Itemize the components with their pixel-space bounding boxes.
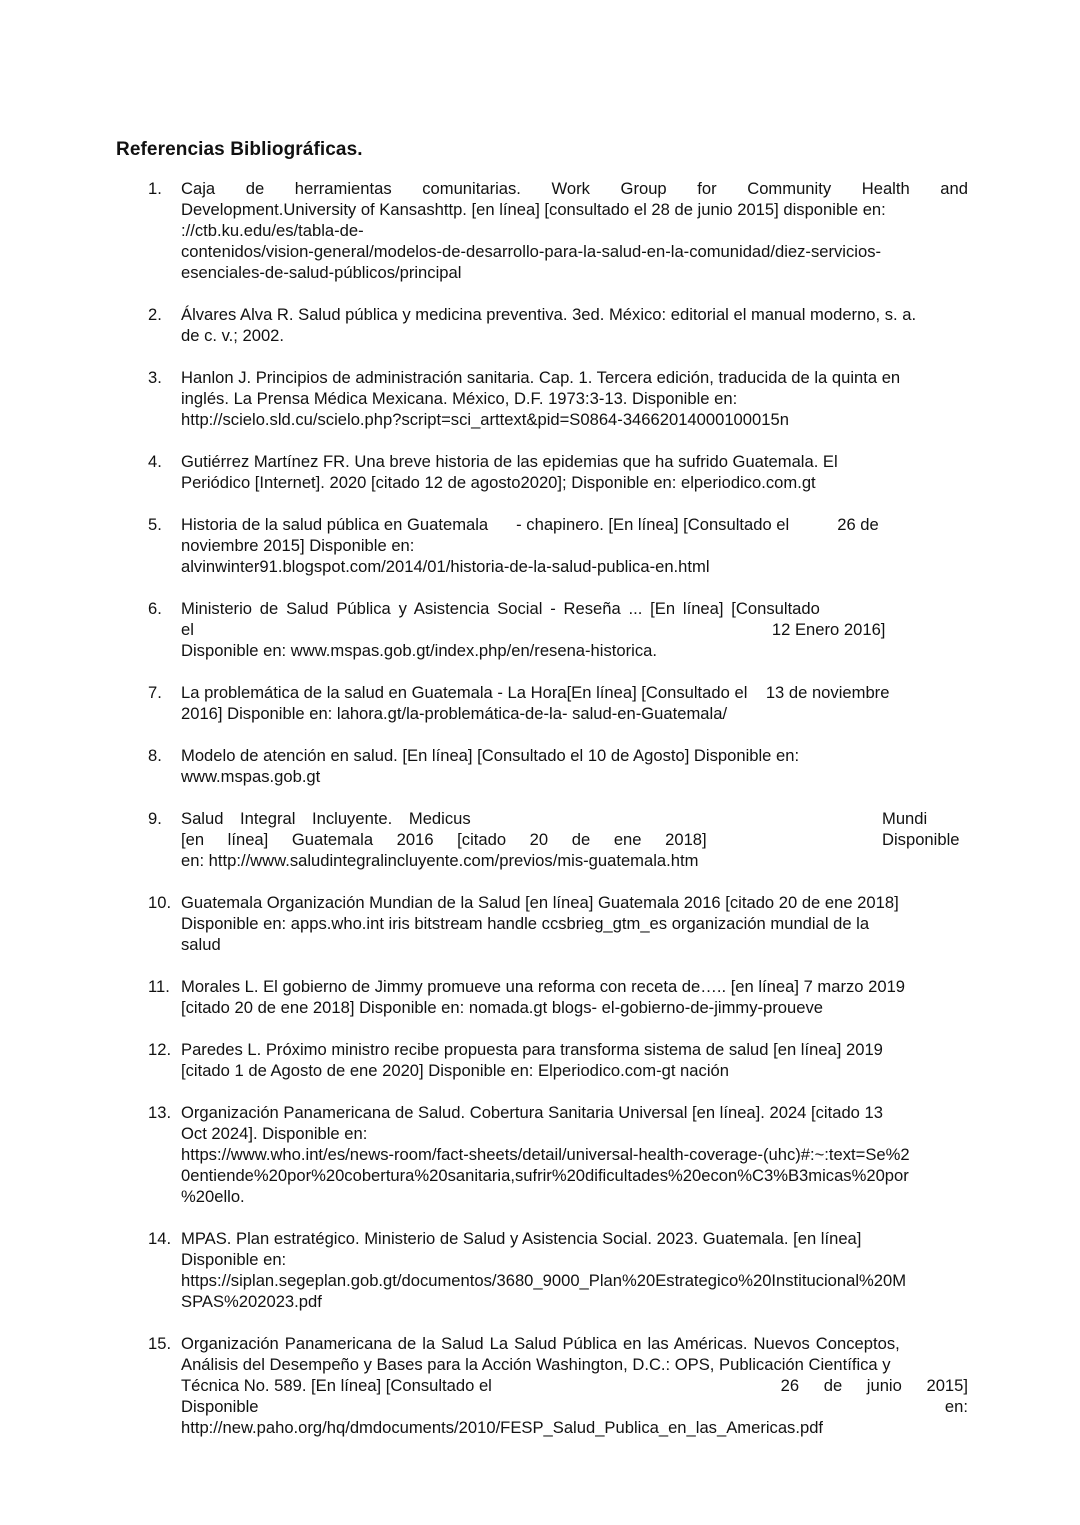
- reference-number: 15.: [148, 1334, 172, 1353]
- reference-text: [181, 745, 968, 787]
- reference-item-13: [0, 1102, 968, 1207]
- reference-word: and: [940, 179, 968, 198]
- reference-link: https://siplan.segeplan.gob.gt/documentos/3680_9000_Plan%20Estrategico%20Institucional%20M: [181, 1271, 907, 1290]
- reference-number: 1.: [148, 179, 162, 198]
- reference-line: [181, 514, 968, 535]
- references-heading: Referencias Bibliográficas.: [116, 139, 363, 160]
- reference-item-3: [0, 367, 968, 430]
- reference-text: [181, 178, 968, 283]
- reference-line: Modelo de atención en salud. [En línea] [Consultado el 10 de Agosto] Disponible en:: [181, 746, 800, 765]
- reference-item-8: [0, 745, 968, 787]
- reference-line: [181, 619, 968, 640]
- reference-word: Caja: [181, 179, 216, 198]
- reference-item-7: [0, 682, 968, 724]
- reference-text: [181, 1102, 968, 1207]
- reference-number: 4.: [148, 452, 162, 471]
- reference-number: 7.: [148, 683, 162, 702]
- reference-text: [181, 808, 968, 871]
- reference-link: esenciales-de-salud-públicos/principal: [181, 263, 462, 282]
- reference-text: [181, 976, 968, 1018]
- reference-number: 9.: [148, 809, 162, 828]
- reference-line: [citado 1 de Agosto de ene 2020] Disponible en: Elperiodico.com-gt nación: [181, 1061, 729, 1080]
- reference-number: 14.: [148, 1229, 172, 1248]
- reference-number: 11.: [148, 977, 170, 996]
- reference-number: 8.: [148, 746, 162, 765]
- reference-line: inglés. La Prensa Médica Mexicana. México, D.F. 1973:3-13. Disponible en:: [181, 389, 738, 408]
- reference-number: 3.: [148, 368, 162, 387]
- reference-segment: el: [181, 620, 194, 639]
- reference-text: [181, 598, 968, 661]
- reference-line: Development.University of Kansashttp. [en línea] [consultado el 28 de junio 2015] disponible en:: [181, 200, 886, 219]
- reference-link: Disponible en: www.mspas.gob.gt/index.php/en/resena-historica.: [181, 641, 657, 660]
- reference-segment: 26 de junio 2015]: [780, 1376, 968, 1395]
- reference-line: [181, 1396, 968, 1417]
- reference-line: Análisis del Desempeño y Bases para la Acción Washington, D.C.: OPS, Publicación Científica y: [181, 1355, 891, 1374]
- reference-link: contenidos/vision-general/modelos-de-desarrollo-para-la-salud-en-la-comunidad/diez-servicios-: [181, 242, 882, 261]
- reference-item-4: [0, 451, 968, 493]
- reference-link: http://new.paho.org/hq/dmdocuments/2010/FESP_Salud_Publica_en_las_Americas.pdf: [181, 1418, 824, 1437]
- reference-segment: 26 de: [837, 515, 879, 534]
- reference-segment: Disponible: [181, 1397, 259, 1416]
- reference-text: [181, 367, 968, 430]
- reference-line: salud: [181, 935, 221, 954]
- reference-text: [181, 304, 968, 346]
- reference-segment: Historia de la salud pública en Guatemala: [181, 515, 489, 534]
- reference-line: Gutiérrez Martínez FR. Una breve historia de las epidemias que ha sufrido Guatemala. El: [181, 452, 838, 471]
- reference-line: Disponible en:: [181, 1250, 287, 1269]
- reference-line: [181, 808, 968, 829]
- reference-segment: 12 Enero 2016]: [771, 620, 886, 639]
- reference-text: [181, 892, 968, 955]
- reference-word: de: [245, 179, 265, 198]
- reference-line: Oct 2024]. Disponible en:: [181, 1124, 368, 1143]
- reference-word: Group: [620, 179, 667, 198]
- reference-line: [citado 20 de ene 2018] Disponible en: nomada.gt blogs- el-gobierno-de-jimmy-proueve: [181, 998, 824, 1017]
- reference-link: ://ctb.ku.edu/es/tabla-de-: [181, 221, 364, 240]
- reference-word: herramientas: [294, 179, 392, 198]
- reference-link: alvinwinter91.blogspot.com/2014/01/historia-de-la-salud-publica-en.html: [181, 557, 710, 576]
- reference-word: Health: [861, 179, 910, 198]
- reference-line: Álvares Alva R. Salud pública y medicina preventiva. 3ed. México: editorial el manual moderno, s. a.: [181, 305, 917, 324]
- reference-item-12: [0, 1039, 968, 1081]
- reference-line: Disponible en: apps.who.int iris bitstream handle ccsbrieg_gtm_es organización mundial de la: [181, 914, 870, 933]
- reference-link: SPAS%202023.pdf: [181, 1292, 322, 1311]
- reference-item-15: [0, 1333, 968, 1438]
- references-list: [0, 178, 1080, 1459]
- reference-text: [181, 514, 968, 577]
- reference-segment: en:: [944, 1397, 968, 1416]
- reference-line: Paredes L. Próximo ministro recibe propuesta para transforma sistema de salud [en línea] 2019: [181, 1040, 883, 1059]
- reference-link: https://www.who.int/es/news-room/fact-sheets/detail/universal-health-coverage-(uhc)#:~:text=Se%2: [181, 1145, 910, 1164]
- reference-line: Organización Panamericana de Salud. Cobertura Sanitaria Universal [en línea]. 2024 [citado 13: [181, 1103, 883, 1122]
- reference-line: [181, 829, 968, 850]
- reference-line: 2016] Disponible en: lahora.gt/la-problemática-de-la- salud-en-Guatemala/: [181, 704, 728, 723]
- reference-line: [181, 1375, 968, 1396]
- reference-number: 2.: [148, 305, 162, 324]
- reference-number: 5.: [148, 515, 162, 534]
- reference-text: [181, 1039, 968, 1081]
- reference-link: en: http://www.saludintegralincluyente.com/previos/mis-guatemala.htm: [181, 851, 699, 870]
- reference-text: [181, 1333, 968, 1438]
- reference-line: Organización Panamericana de la Salud La Salud Pública en las Américas. Nuevos Conceptos,: [181, 1334, 900, 1353]
- reference-word: for: [697, 179, 717, 198]
- reference-item-11: [0, 976, 968, 1018]
- reference-line: Morales L. El gobierno de Jimmy promueve una reforma con receta de….. [en línea] 7 marzo 2019: [181, 977, 906, 996]
- reference-item-10: [0, 892, 968, 955]
- reference-item-1: [0, 178, 968, 283]
- reference-number: 13.: [148, 1103, 172, 1122]
- reference-number: 10.: [148, 893, 172, 912]
- reference-line-justified: [181, 178, 968, 199]
- reference-line: Hanlon J. Principios de administración sanitaria. Cap. 1. Tercera edición, traducida de la quinta en: [181, 368, 901, 387]
- reference-line: noviembre 2015] Disponible en:: [181, 536, 415, 555]
- reference-line: MPAS. Plan estratégico. Ministerio de Salud y Asistencia Social. 2023. Guatemala. [en línea]: [181, 1229, 862, 1248]
- reference-item-9: [0, 808, 968, 871]
- reference-word: Community: [747, 179, 832, 198]
- reference-item-5: [0, 514, 968, 577]
- reference-link: %20ello.: [181, 1187, 245, 1206]
- reference-item-2: [0, 304, 968, 346]
- reference-item-14: [0, 1228, 968, 1312]
- reference-line: Ministerio de Salud Pública y Asistencia Social - Reseña ... [En línea] [Consultado: [181, 599, 820, 618]
- reference-word: Work: [551, 179, 590, 198]
- reference-item-6: [0, 598, 968, 661]
- reference-line: La problemática de la salud en Guatemala - La Hora[En línea] [Consultado el 13 de noviembre: [181, 683, 890, 702]
- reference-link: http://scielo.sld.cu/scielo.php?script=sci_arttext&pid=S0864-34662014000100015n: [181, 410, 789, 429]
- reference-number: 6.: [148, 599, 162, 618]
- reference-segment: Mundi: [882, 809, 928, 828]
- reference-text: [181, 1228, 968, 1312]
- reference-segment: Disponible: [882, 830, 960, 849]
- reference-link: www.mspas.gob.gt: [181, 767, 321, 786]
- reference-text: [181, 682, 968, 724]
- reference-number: 12.: [148, 1040, 172, 1059]
- reference-link: 0entiende%20por%20cobertura%20sanitaria,sufrir%20dificultades%20econ%C3%B3micas%20por: [181, 1166, 909, 1185]
- reference-segment: [en línea] Guatemala 2016 [citado 20 de ene 2018]: [181, 830, 707, 849]
- reference-segment: Técnica No. 589. [En línea] [Consultado el: [181, 1376, 492, 1395]
- reference-text: [181, 451, 968, 493]
- reference-segment: - chapinero. [En línea] [Consultado el: [516, 515, 790, 534]
- reference-line: Guatemala Organización Mundian de la Salud [en línea] Guatemala 2016 [citado 20 de ene 2018]: [181, 893, 899, 912]
- reference-line: de c. v.; 2002.: [181, 326, 285, 345]
- reference-word: comunitarias.: [422, 179, 521, 198]
- reference-segment: Salud Integral Incluyente. Medicus: [181, 809, 471, 828]
- reference-line: Periódico [Internet]. 2020 [citado 12 de agosto2020]; Disponible en: elperiodico.com.gt: [181, 473, 816, 492]
